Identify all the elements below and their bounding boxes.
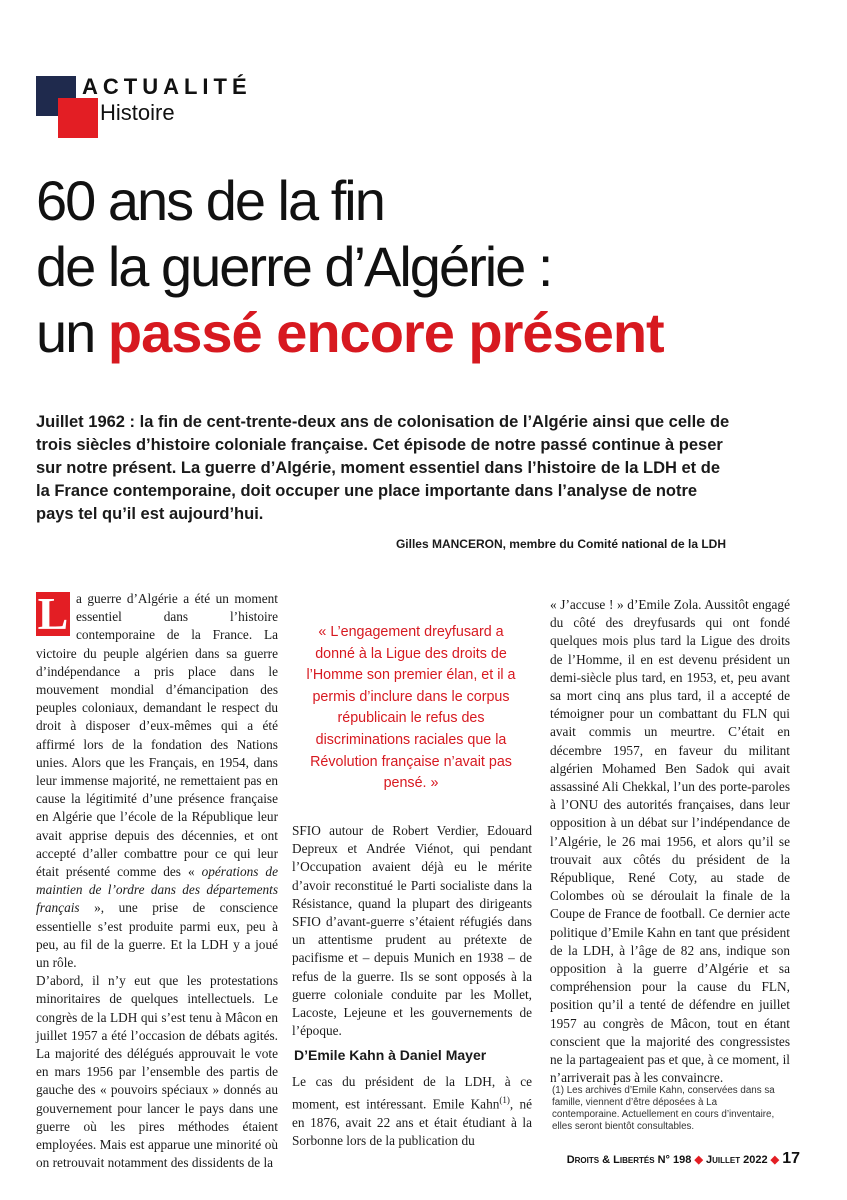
drop-cap: L	[37, 588, 69, 639]
paragraph: D’abord, il n’y eut que les protestations minoritaires de quelques intellectuels. Le congrès de la LDH qui s’est tenu à Mâcon en juillet 1957 a été l’occasion de débats agités. La majorité des délégués approuvait le vote en mars 1956 par l’ensemble des partis de gauche des « pouvoirs spéciaux » donnés au gouvernement pour lancer le pays dans une guerre où les pires méthodes étaient employées. Mais est apparue une minorité où on retrouvait notamment des dissidents de la	[36, 973, 278, 1171]
paragraph-text: Le cas du président de la LDH, à ce moment, est intéressant. Emile Kahn	[292, 1074, 532, 1112]
paragraph	[36, 590, 278, 972]
body-column-1	[36, 588, 278, 1171]
body-column-3	[550, 596, 790, 1086]
section-logo-red-square	[58, 98, 98, 138]
paragraph: « J’accuse ! » d’Emile Zola. Aussitôt engagé du côté des dreyfusards qui ont fondé quelques mois plus tard la Ligue des droits de l’Homme, il en est devenu président un demi-siècle plus tard, en 1953, et, peu avant sa mort cinq ans plus tard, il a accepté de témoigner pour un combattant du FLN qui avait commis un meurtre. C’était en décembre 1957, en faveur du militant algérien Mohamed Ben Sadok qui avait assassiné Ali Chekkal, l’un des porte-paroles à l’ONU des autorités françaises, dans leur opposition à un débat sur l’indépendance de l’Algérie, le 26 mai 1956, et alors qu’il se trouvait aux côtés du président de la République, René Coty, au stade de Colombes où se déroulait la finale de la Coupe de France de football. Ce dernier acte politique d’Emile Kahn en tant que président de la LDH, à l’âge de 82 ans, indique son opposition à la guerre d’Algérie et sa compréhension pour la cause du FLN, position qu’il a tenté de défendre en juillet 1957 au congrès de Mâcon, tout en étant conscient que la majorité des congressistes ne la partageaient pas et que, à ce moment, il n’arriverait pas à les convaincre.	[550, 597, 790, 1086]
article-headline	[36, 168, 816, 366]
body-column-2-continued	[292, 1073, 532, 1150]
footnote: (1) Les archives d’Emile Kahn, conservées dans sa famille, viennent d’être déposées à La contemporaine. Actuellement en cours d’inventaire, elles seront bientôt consultables.	[552, 1085, 775, 1132]
section-subsection: Histoire	[100, 100, 175, 125]
paragraph-text: , né en 1876, avait 22 ans et était étudiant à la Sorbonne lors de la publication du	[292, 1096, 533, 1149]
headline-line-3	[36, 300, 816, 366]
headline-line-2: de la guerre d’Algérie :	[36, 235, 552, 298]
issue-number: N° 198	[657, 1154, 692, 1166]
page-folio	[560, 1150, 800, 1168]
headline-line-1: 60 ans de la fin	[36, 169, 384, 232]
headline-highlight: passé encore présent	[107, 301, 664, 364]
paragraph: SFIO autour de Robert Verdier, Edouard Depreux et Andrée Viénot, qui pendant l’Occupation avaient déjà eu le mérite d’avoir reconstitué le Parti socialiste dans la Résistance, quand la plupart des dirigeants SFIO d’avant-guerre s’étaient réfugiés dans un attentisme prudent au prétexte de pacifisme et – depuis Munich en 1938 – de refus de la guerre. Ils se sont opposés à la guerre coloniale conduite par les Mollet, Lacoste, Lejeune et les gouvernements de l’époque.	[292, 823, 532, 1039]
footnote-reference[interactable]: (1)	[499, 1095, 510, 1106]
diamond-separator-icon: ◆	[694, 1154, 703, 1166]
headline-line-3-plain: un	[36, 301, 108, 364]
publication-name: Droits & Libertés	[566, 1154, 655, 1166]
paragraph-text: », une prise de conscience essentielle s’est produite parmi eux, peu à peu, au fil de la guerre. Et la LDH y a joué un rôle.	[36, 900, 278, 971]
article-author: Gilles MANCERON, membre du Comité national de la LDH	[395, 537, 726, 551]
article-lead: Juillet 1962 : la fin de cent-trente-deux ans de colonisation de l’Algérie ainsi que celle de trois siècles d’histoire coloniale française. Cet épisode de notre passé continue à peser sur notre présent. La guerre d’Algérie, moment essentiel dans l’histoire de la LDH et de la France contemporaine, doit occuper une place importante dans l’analyse de notre pays tel qu’il est aujourd’hui.	[36, 413, 730, 523]
section-subheading: D’Emile Kahn à Daniel Mayer	[294, 1047, 487, 1063]
page-number: 17	[782, 1150, 800, 1167]
diamond-separator-icon: ◆	[770, 1154, 780, 1166]
paragraph-text: a guerre d’Algérie a été un moment essentiel dans l’histoire contemporaine de la France. La victoire du peuple algérien dans sa guerre d’indépendance a pris place dans le mouvement mondial d’émancipation des peuples coloniaux, demandant le respect du droit à disposer d’eux-mêmes qui a été affirmé lors de la fondation des Nations unies. Alors que les Français, en 1954, dans leur immense majorité, ne remettaient pas en cause la légitimité d’une présence française en Algérie que l’école de la République leur avait apprise depuis des décennies, et ont accepté d’aller combattre pour ce qui leur était présenté comme des «	[36, 591, 278, 880]
issue-date: Juillet 2022	[705, 1154, 768, 1166]
section-kicker: ACTUALITÉ	[82, 74, 252, 99]
pull-quote: « L’engagement dreyfusard a donné à la Ligue des droits de l’Homme son premier élan, et il a permis d’inclure dans le corpus républicain le refus des discriminations raciales que la Révolution française n’avait pas pensé. »	[306, 624, 516, 792]
paragraph	[292, 1073, 532, 1150]
paragraph-quote: opérations de maintien de l’ordre dans des départements français	[36, 864, 278, 916]
